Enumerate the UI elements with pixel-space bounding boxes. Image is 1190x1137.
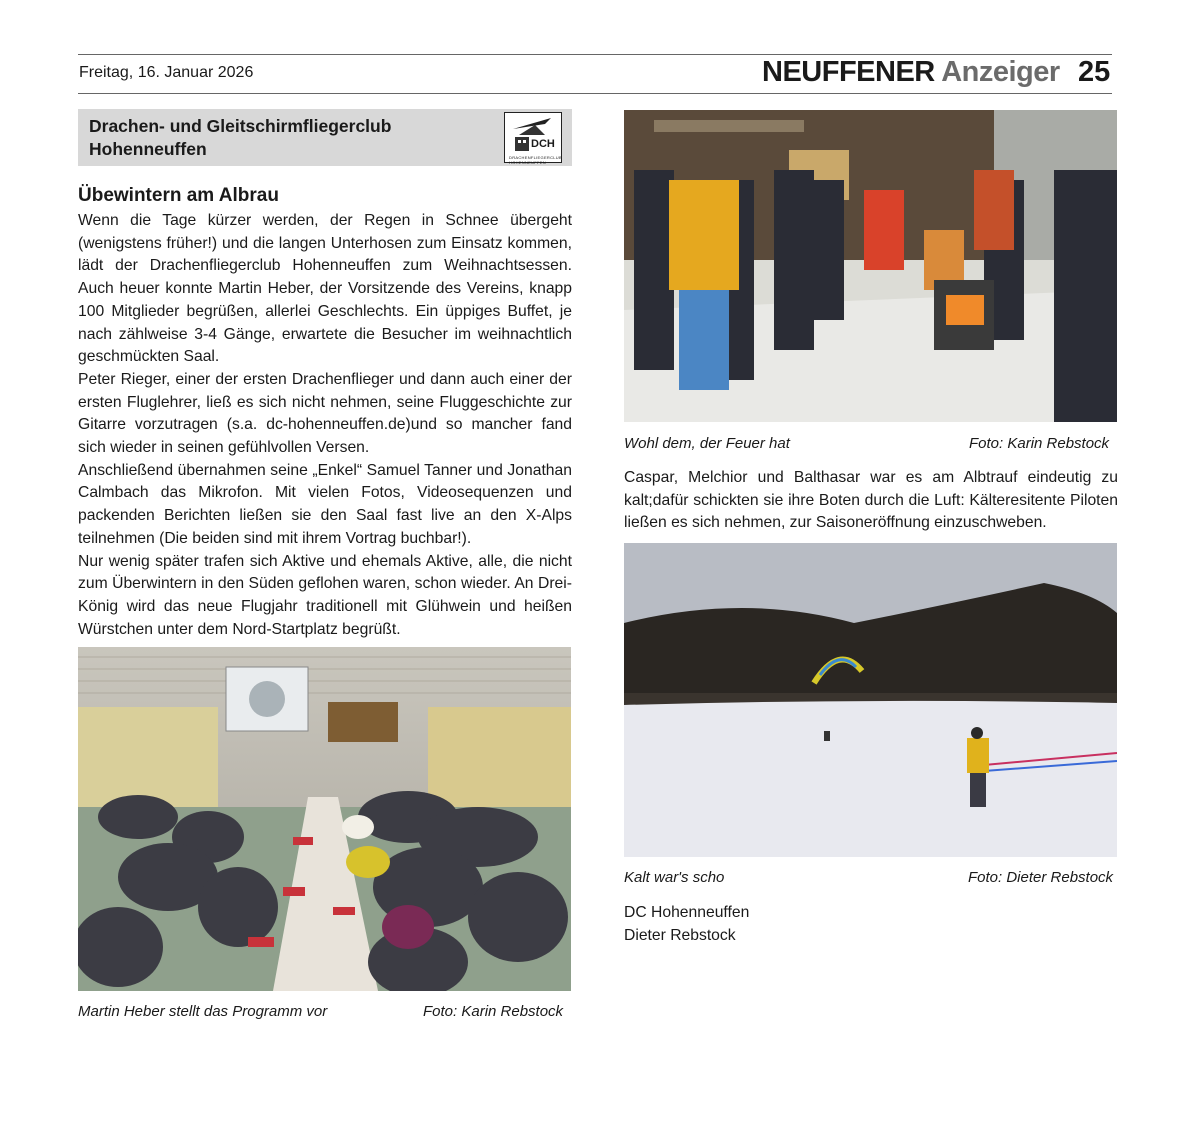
logo-subtext: DRACHENFLIEGERCLUB HOHENNEUFFEN [509,155,562,165]
logo-letters: DCH [531,138,555,150]
masthead-bold: NEUFFENER [762,56,935,88]
credit-snow: Foto: Dieter Rebstock [968,869,1114,886]
issue-date: Freitag, 16. Januar 2026 [79,64,254,81]
photo-snow [624,543,1117,857]
article-paragraph: Wenn die Tage kürzer werden, der Regen in Schnee übergeht (wenigstens früher!) und die langen Unterhosen zum Einsatz kommen, lädt der Drachenfliegerclub Hohenneuffen zum Weihnachtsessen. Auch heuer konnte Martin Heber, der Vorsitzende des Vereins, knapp 100 Mitglieder begrüßen, allerlei Geschlechts. Ein üppiges Buffet, je nach zählweise 3-4 Gänge, erwartete die Besucher im weihnachtlich geschmückten Saal. [78,212,572,366]
photo-hall [78,647,571,991]
signature-author: Dieter Rebstock [624,927,736,944]
signature-club: DC Hohenneuffen [624,904,750,921]
club-logo [504,112,562,163]
caption-fire: Wohl dem, der Feuer hat [624,435,790,452]
top-rule [78,54,1112,55]
snow-photo-image [624,543,1117,857]
caption-hall: Martin Heber stellt das Programm vor [78,1003,328,1020]
article-paragraph: Anschließend übernahmen seine „Enkel“ Samuel Tanner und Jonathan Calmbach das Mikrofon. Mit vielen Fotos, Videosequenzen und packenden Berichten ließen sie den Saal fast live an den X-Alps teilnehmen (Die beiden sind mit ihrem Vortrag buchbar!). [78,461,572,547]
caption-snow: Kalt war's scho [624,869,725,886]
masthead-light: Anzeiger [941,56,1060,88]
club-name-line2: Hohenneuffen [89,139,207,159]
club-name-line1: Drachen- und Gleitschirmfliegerclub [89,116,392,136]
hall-photo-image [78,647,571,991]
article-headline: Übewintern am Albrau [78,185,279,206]
photo-fire [624,110,1117,422]
right-article-text: Caspar, Melchior und Balthasar war es am Albtrauf eindeutig zu kalt;dafür schickten sie ihre Boten durch die Luft: Kälteresitente Piloten ließen es sich nehmen, zur Saisoneröffnung einzuschweben. [624,469,1118,532]
club-header-box [78,109,572,166]
signature [624,901,749,947]
fire-photo-image [624,110,1117,422]
header-rule [78,93,1112,94]
article-paragraph: Nur wenig später trafen sich Aktive und ehemals Aktive, alle, die nicht zum Überwintern in den Süden geflohen waren, schon wieder. An Drei-König wird das neue Flugjahr traditionell mit Glühwein und heißen Würstchen unter dem Nord-Startplatz begrüßt. [78,552,572,638]
article-body [78,210,572,641]
masthead [762,56,1060,89]
credit-hall: Foto: Karin Rebstock [423,1003,564,1020]
article-paragraph: Peter Rieger, einer der ersten Drachenflieger und dann auch einer der ersten Fluglehrer, ließ es sich nicht nehmen, seine Fluggeschichte zur Gitarre vorzutragen (s.a. dc-hohenneuffen.de)und so mancher fand sich wieder in seinen gefühlvollen Versen. [78,370,572,457]
credit-fire: Foto: Karin Rebstock [969,435,1110,452]
page-number: 25 [1078,56,1111,88]
